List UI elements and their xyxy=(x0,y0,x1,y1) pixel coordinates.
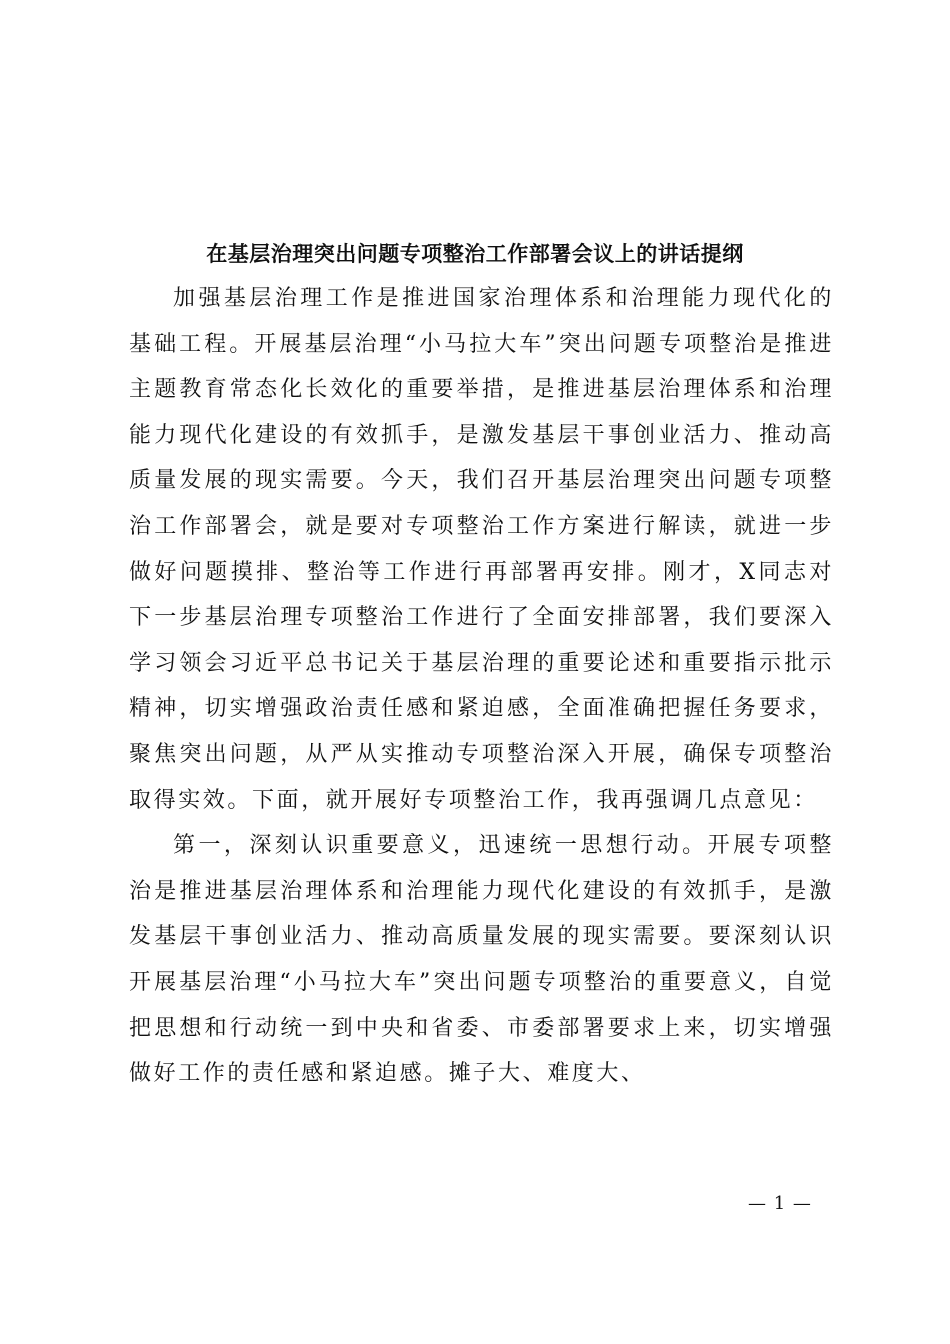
document-body xyxy=(129,276,834,1097)
paragraph-intro: 加强基层治理工作是推进国家治理体系和治理能力现代化的基础工程。开展基层治理“小马拉大车”突出问题专项整治是推进主题教育常态化长效化的重要举措，是推进基层治理体系和治理能力现代化建设的有效抓手，是激发基层干事创业活力、推动高质量发展的现实需要。今天，我们召开基层治理突出问题专项整治工作部署会，就是要对专项整治工作方案进行解读，就进一步做好问题摸排、整治等工作进行再部署再安排。刚才，X同志对下一步基层治理专项整治工作进行了全面安排部署，我们要深入学习领会习近平总书记关于基层治理的重要论述和重要指示批示精神，切实增强政治责任感和紧迫感，全面准确把握任务要求，聚焦突出问题，从严从实推动专项整治深入开展，确保专项整治取得实效。下面，就开展好专项整治工作，我再强调几点意见： xyxy=(129,286,834,813)
page-number: — 1 — xyxy=(748,1193,812,1214)
document-title: 在基层治理突出问题专项整治工作部署会议上的讲话提纲 xyxy=(206,241,744,266)
paragraph-first-point: 第一，深刻认识重要意义，迅速统一思想行动。开展专项整治是推进基层治理体系和治理能力现代化建设的有效抓手，是激发基层干事创业活力、推动高质量发展的现实需要。要深刻认识开展基层治理“小马拉大车”突出问题专项整治的重要意义，自觉把思想和行动统一到中央和省委、市委部署要求上来，切实增强做好工作的责任感和紧迫感。摊子大、难度大、 xyxy=(129,833,834,1087)
